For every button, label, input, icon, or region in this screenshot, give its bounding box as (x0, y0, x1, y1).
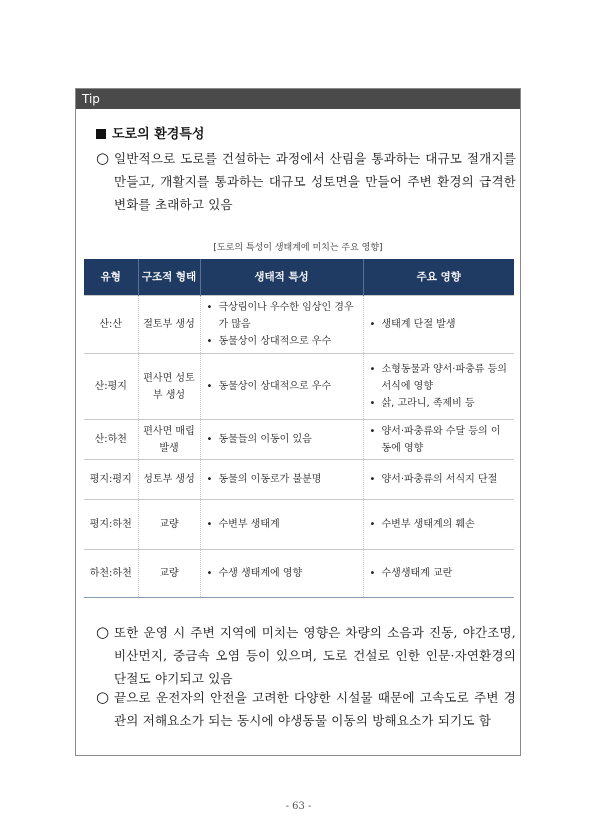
cell-eco (200, 460, 363, 500)
paragraph-text: 끝으로 운전자의 안전을 고려한 다양한 시설물 때문에 고속도로 주변 경관의 저해요소가 되는 동시에 야생동물 이동의 방해요소가 되기도 함 (114, 690, 516, 728)
list-item: • 소형동물과 양서·파충류 등의 서식에 영향 (368, 361, 511, 395)
header-form: 구조적 형태 (138, 259, 200, 296)
list-item: • 동물의 이동로가 불분명 (205, 471, 359, 488)
header-type: 유형 (84, 259, 138, 296)
cell-type: 산:평지 (84, 354, 138, 420)
header-impact: 주요 영향 (363, 259, 514, 296)
cell-type: 산:하천 (84, 420, 138, 460)
table-row (84, 354, 514, 420)
cell-eco (200, 420, 363, 460)
paragraph-3 (96, 686, 516, 732)
table-row (84, 460, 514, 500)
list-item: • 양서·파충류의 서식지 단절 (368, 471, 511, 488)
cell-type: 평지:평지 (84, 460, 138, 500)
eco-impact-table (84, 259, 514, 598)
paragraph-1 (96, 147, 516, 216)
list-item: • 양서·파충류와 수달 등의 이동에 영향 (368, 423, 511, 457)
list-item: • 수변부 생태계의 훼손 (368, 516, 511, 533)
cell-form: 교량 (138, 550, 200, 598)
list-item: • 동물상이 상대적으로 우수 (205, 333, 359, 350)
cell-type: 산:산 (84, 296, 138, 354)
cell-impact (363, 500, 514, 550)
table-header-row (84, 259, 514, 296)
list-item: • 수변부 생태계 (205, 516, 359, 533)
circle-bullet-icon: ○ (96, 688, 110, 706)
page-number: - 63 - (285, 801, 312, 812)
square-bullet-icon (96, 129, 106, 139)
table-caption: [도로의 특성이 생태계에 미치는 주요 영향] (213, 243, 383, 253)
cell-eco (200, 354, 363, 420)
cell-impact (363, 354, 514, 420)
cell-eco (200, 296, 363, 354)
table-row (84, 420, 514, 460)
list-item: • 삵, 고라니, 족제비 등 (368, 395, 511, 412)
circle-bullet-icon: ○ (96, 623, 110, 641)
cell-type: 평지:하천 (84, 500, 138, 550)
table-row (84, 550, 514, 598)
section-title (96, 123, 204, 142)
list-item: • 수생 생태계에 영향 (205, 565, 359, 582)
cell-form: 성토부 생성 (138, 460, 200, 500)
cell-type: 하천:하천 (84, 550, 138, 598)
tip-header: Tip (76, 89, 520, 109)
list-item: • 생태계 단절 발생 (368, 316, 511, 333)
tip-box (75, 88, 521, 756)
cell-impact (363, 296, 514, 354)
cell-eco (200, 500, 363, 550)
cell-impact (363, 550, 514, 598)
list-item: • 동물상이 상대적으로 우수 (205, 378, 359, 395)
cell-impact (363, 460, 514, 500)
circle-bullet-icon: ○ (96, 149, 110, 167)
cell-form: 교량 (138, 500, 200, 550)
table-row (84, 296, 514, 354)
list-item: • 동물들의 이동이 있음 (205, 431, 359, 448)
list-item: • 수생생태계 교란 (368, 565, 511, 582)
header-eco: 생태적 특성 (200, 259, 363, 296)
paragraph-text: 일반적으로 도로를 건설하는 과정에서 산림을 통과하는 대규모 절개지를 만들고, 개활지를 통과하는 대규모 성토면을 만들어 주변 환경의 급격한 변화를 초래하고 있음 (114, 151, 516, 212)
table-row (84, 500, 514, 550)
cell-eco (200, 550, 363, 598)
paragraph-text: 또한 운영 시 주변 지역에 미치는 영향은 차량의 소음과 진동, 야간조명, 비산먼지, 중금속 오염 등이 있으며, 도로 건설로 인한 인문·자연환경의 단절도 야기되고 있음 (114, 625, 516, 686)
paragraph-2 (96, 621, 516, 690)
list-item: • 극상림이나 우수한 임상인 경우가 많음 (205, 299, 359, 333)
cell-form: 편사면 매립 발생 (138, 420, 200, 460)
cell-impact (363, 420, 514, 460)
cell-form: 편사면 성토부 생성 (138, 354, 200, 420)
section-title-text: 도로의 환경특성 (112, 127, 205, 142)
cell-form: 절토부 생성 (138, 296, 200, 354)
